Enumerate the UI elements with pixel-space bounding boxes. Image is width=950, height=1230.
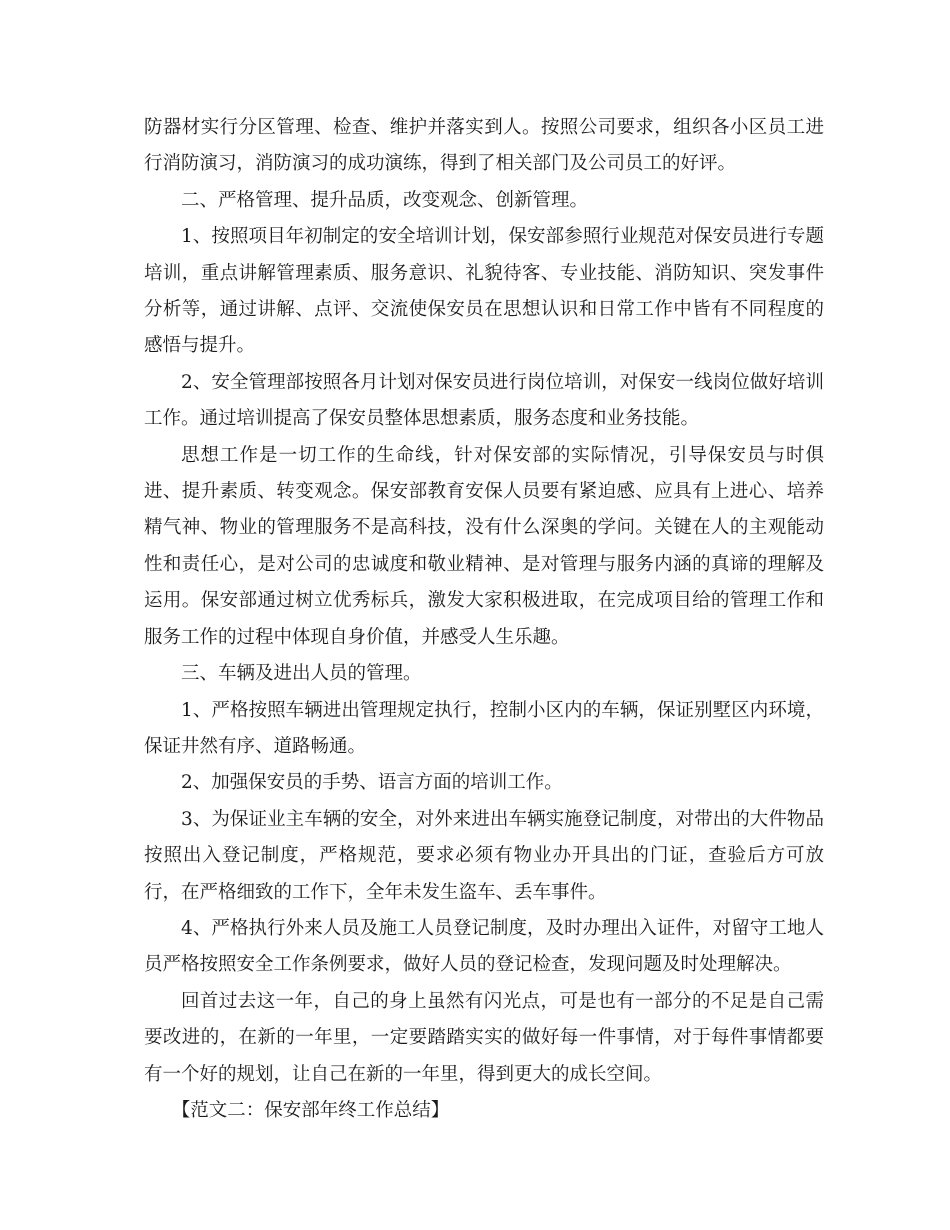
paragraph-vehicle-rules: 1、严格按照车辆进出管理规定执行，控制小区内的车辆，保证别墅区内环境，保证井然有序、道路畅通。	[144, 699, 824, 757]
paragraph-ideological-work: 思想工作是一切工作的生命线，针对保安部的实际情况，引导保安员与时俱进、提升素质、转变观念。保安部教育安保人员要有紧迫感、应具有上进心、培养精气神、物业的管理服务不是高科技，没有什么深奥的学问。关键在人的主观能动性和责任心，是对公司的忠诚度和敬业精神、是对管理与服务内涵的真谛的理解及运用。保安部通过树立优秀标兵，激发大家积极进取，在完成项目给的管理工作和服务工作的过程中体现自身价值，并感受人生乐趣。	[144, 444, 824, 648]
section-heading-strict-management: 二、严格管理、提升品质，改变观念、创新管理。	[181, 189, 589, 211]
paragraph-vehicle-registration: 3、为保证业主车辆的安全，对外来进出车辆实施登记制度，对带出的大件物品按照出入登记制度，严格规范，要求必须有物业办开具出的门证，查验后方可放行，在严格细致的工作下，全年未发生盗车、丢车事件。	[144, 808, 824, 903]
paragraph-training-plan: 1、按照项目年初制定的安全培训计划，保安部参照行业规范对保安员进行专题培训，重点讲解管理素质、服务意识、礼貌待客、专业技能、消防知识、突发事件分析等，通过讲解、点评、交流使保安员在思想认识和日常工作中皆有不同程度的感悟与提升。	[144, 226, 824, 357]
paragraph-gesture-training: 2、加强保安员的手势、语言方面的培训工作。	[181, 772, 563, 794]
paragraph-fire-equipment: 防器材实行分区管理、检查、维护并落实到人。按照公司要求，组织各小区员工进行消防演习，消防演习的成功演练，得到了相关部门及公司员工的好评。	[144, 117, 824, 175]
sample-two-title: 【范文二：保安部年终工作总结】	[171, 1099, 450, 1121]
section-heading-vehicle-management: 三、车辆及进出人员的管理。	[181, 663, 422, 685]
paragraph-post-training: 2、安全管理部按照各月计划对保安员进行岗位培训，对保安一线岗位做好培训工作。通过培训提高了保安员整体思想素质，服务态度和业务技能。	[144, 371, 824, 430]
paragraph-visitor-registration: 4、严格执行外来人员及施工人员登记制度，及时办理出入证件，对留守工地人员严格按照安全工作条例要求，做好人员的登记检查，发现问题及时处理解决。	[144, 917, 824, 976]
paragraph-year-review: 回首过去这一年，自己的身上虽然有闪光点，可是也有一部分的不足是自己需要改进的，在新的一年里，一定要踏踏实实的做好每一件事情，对于每件事情都要有一个好的规划，让自己在新的一年里，得到更大的成长空间。	[144, 990, 824, 1085]
document-body	[144, 110, 824, 1129]
